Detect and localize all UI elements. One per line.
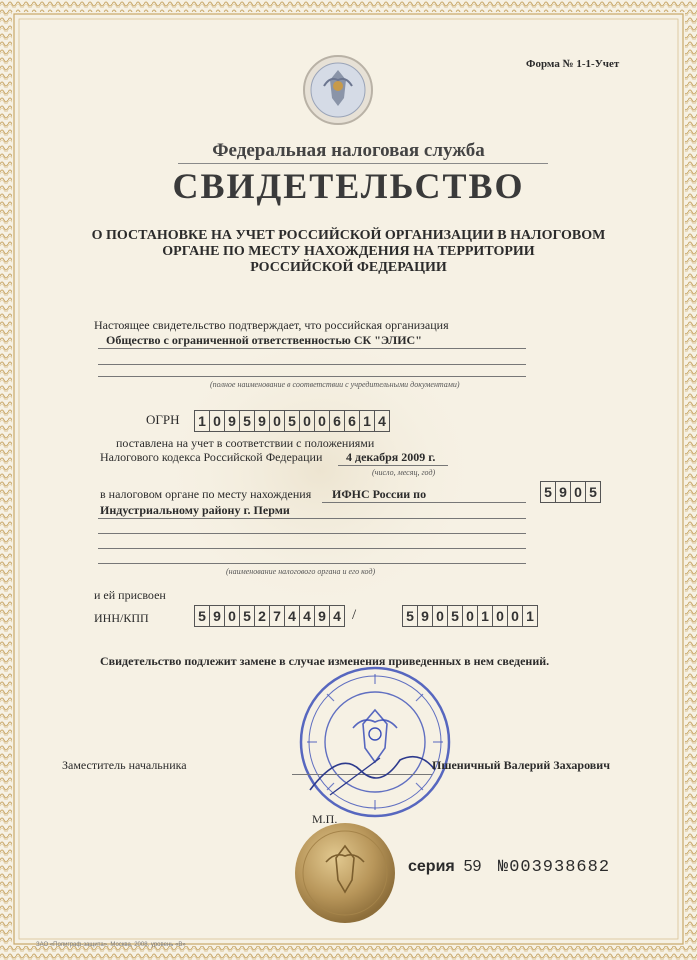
tax-office-code-digit: 9 [556,482,571,502]
tax-office-hint: (наименование налогового органа и его код) [226,567,376,576]
org-name-line-1 [98,348,526,349]
date-line [338,465,448,466]
confirm-text: Настоящее свидетельство подтверждает, что российская организация [94,318,449,332]
ogrn-digit: 6 [345,411,360,431]
printer-footer: ЗАО «Полиграф-защита», Москва, 2008, уровень «В» [36,942,186,948]
document-subtitle: О ПОСТАНОВКЕ НА УЧЕТ РОССИЙСКОЙ ОРГАНИЗАЦИИ В НАЛОГОВОМ ОРГАНЕ ПО МЕСТУ НАХОЖДЕНИЯ НА ТЕРРИТОРИИ РОССИЙСКОЙ ФЕДЕРАЦИИ [91,228,606,275]
kpp-digit-boxes [402,605,538,627]
ogrn-digit: 0 [270,411,285,431]
ogrn-digit: 5 [240,411,255,431]
inn-digit: 5 [240,606,255,626]
kpp-digit: 0 [493,606,508,626]
ogrn-label: ОГРН [146,412,180,427]
ogrn-digit: 1 [195,411,210,431]
certificate-number: №003938682 [498,858,611,877]
date-hint: (число, месяц, год) [372,468,436,477]
ogrn-digit: 4 [378,413,386,429]
inn-digit: 9 [210,606,225,626]
org-name-line-2 [98,364,526,365]
service-underline [178,163,548,164]
tax-office-text: в налоговом органе по месту нахождения [100,487,312,501]
ogrn-digit: 0 [300,411,315,431]
ogrn-digit: 0 [210,411,225,431]
ogrn-digit: 9 [225,411,240,431]
tax-office-name-2: Индустриальному району г. Перми [100,503,290,517]
ogrn-digit: 0 [315,411,330,431]
org-name-hint: (полное наименование в соответствии с учредительными документами) [210,380,460,389]
kpp-digit: 0 [463,606,478,626]
kpp-digit: 0 [508,606,523,626]
inn-digit: 5 [195,606,210,626]
tax-office-code-digit: 5 [541,482,556,502]
inn-digit: 0 [225,606,240,626]
tax-office-code-digit: 0 [571,482,586,502]
kpp-digit: 1 [478,606,493,626]
inn-digit: 2 [255,606,270,626]
series-value: 59 [463,858,482,875]
ogrn-digit: 1 [360,411,375,431]
ogrn-digit: 5 [285,411,300,431]
kpp-digit: 0 [433,606,448,626]
replacement-note: Свидетельство подлежит замене в случае изменения приведенных в нем сведений. [100,654,550,668]
tax-office-name-1: ИФНС России по [332,487,427,501]
kpp-digit: 1 [526,608,534,624]
gold-hologram-seal-icon [290,818,400,928]
inn-digit: 4 [285,606,300,626]
tax-office-line-2 [98,533,526,534]
registered-text-1: поставлена на учет в соответствии с положениями [116,436,375,450]
organization-name: Общество с ограниченной ответственностью СК "ЭЛИС" [106,333,422,347]
signature-icon [300,740,450,800]
inn-digit: 4 [300,606,315,626]
document-title: СВИДЕТЕЛЬСТВО [172,166,525,206]
service-name: Федеральная налоговая служба [212,140,485,161]
tax-office-code-digit: 5 [589,484,597,500]
tax-office-line-3 [98,548,526,549]
registration-date: 4 декабря 2009 г. [346,450,436,464]
inn-digit-boxes [194,605,345,627]
series-label: серия 59 [408,858,482,875]
ogrn-digit-boxes [194,410,390,432]
tax-office-line-4 [98,563,526,564]
tax-office-line-1 [98,518,526,519]
inn-kpp-separator: / [352,607,357,623]
tax-office-line-0 [322,502,526,503]
tax-service-emblem-icon [300,46,376,138]
form-number: Форма № 1-1-Учет [526,58,620,70]
ogrn-digit: 9 [255,411,270,431]
inn-kpp-label: ИНН/КПП [94,611,149,625]
signer-position: Заместитель начальника [62,758,187,772]
kpp-digit: 9 [418,606,433,626]
org-name-line-3 [98,376,526,377]
assigned-text: и ей присвоен [94,588,166,602]
tax-office-code-boxes [540,481,601,503]
inn-digit: 9 [315,606,330,626]
mp-label: М.П. [312,812,338,826]
ogrn-digit: 6 [330,411,345,431]
registered-text-2: Налогового кодекса Российской Федерации [100,450,323,464]
signer-name: Пшеничный Валерий Захарович [432,758,610,772]
inn-digit: 7 [270,606,285,626]
inn-digit: 4 [333,608,341,624]
kpp-digit: 5 [403,606,418,626]
kpp-digit: 5 [448,606,463,626]
